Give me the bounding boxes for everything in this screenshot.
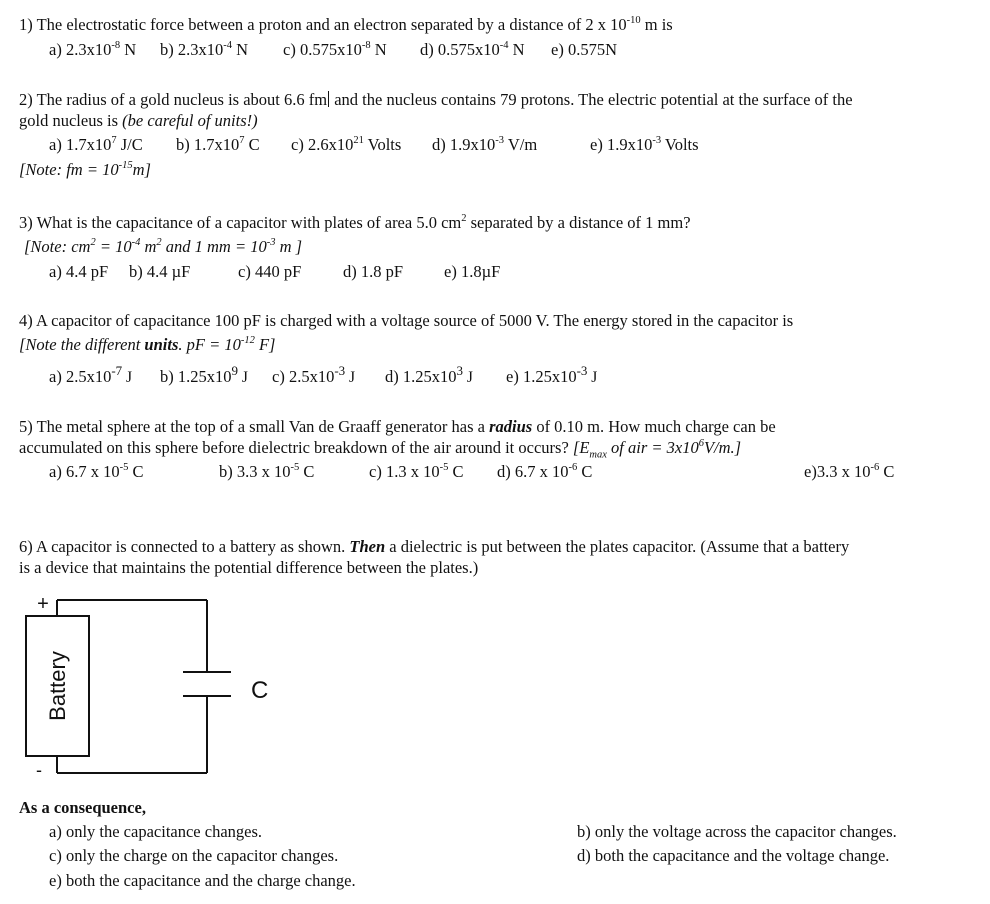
battery-minus-sign: - [36,760,42,780]
text-cursor [328,91,329,107]
q5-stem-line1: 5) The metal sphere at the top of a small Van de Graaff generator has a radius of 0.10 m. How much charge can be [19,417,776,436]
q1-stem: 1) The electrostatic force between a proton and an electron separated by a distance of 2 x $10^{-10}$ m is [19,14,673,34]
q3-note: [Note: $cm^2 = 10^{-4}$ $m^2$ and 1 mm = $10^{-3}$ m ] [24,236,303,256]
q5-stem-line2: accumulated on this sphere before dielectric breakdown of the air around it occurs? [$E_{max}$ of air = $3x10^6V/m$.] [19,437,742,461]
q6-option-a: a) only the capacitance changes. [49,822,263,841]
q5-option-d: d) 6.7 x $10^{-6}$ C [497,461,593,481]
q6-stem-line1: 6) A capacitor is connected to a battery as shown. Then a dielectric is put between the plates capacitor. (Assume that a battery [19,537,850,556]
q1-option-d: d) $0.575x10^{-4}$ N [420,39,525,59]
q3-option-b: b) 4.4 µF [129,262,191,281]
q2-option-d: d) $1.9x10^{-3}$ V/m [432,134,538,154]
battery-plus-sign: + [37,593,49,615]
q3-option-c: c) 440 pF [238,262,302,281]
q5-option-a: a) 6.7 x $10^{-5}$ C [49,461,144,481]
q4-option-b: b) $1.25x10^9$ J [160,362,248,386]
q2-option-c: c) $2.6x10^{21}$ Volts [291,134,402,154]
battery-label: Battery [45,651,70,721]
capacitor-label: C [251,677,269,704]
q5-option-c: c) 1.3 x $10^{-5}$ C [369,461,464,481]
q2-option-a: a) $1.7x10^7$ J/C [49,134,143,154]
q3-option-d: d) 1.8 pF [343,262,404,281]
q2-note: [Note: fm = $10^{-15}m$] [19,159,151,179]
q2-stem-line2: gold nucleus is (be careful of units!) [19,111,258,130]
q4-option-a: a) $2.5x10^{-7}$ J [49,362,133,386]
q6-consequence: As a consequence, [19,798,146,817]
q1-option-a: a) $2.3x10^{-8}$ N [49,39,137,59]
q6-stem-line2: is a device that maintains the potential difference between the plates.) [19,558,479,577]
q6-option-b: b) only the voltage across the capacitor changes. [577,822,897,841]
q3-stem: 3) What is the capacitance of a capacitor with plates of area 5.0 $cm^2$ separated by a distance of 1 mm? [19,212,691,232]
q6-option-d: d) both the capacitance and the voltage change. [577,846,890,865]
q5-option-e: e)3.3 x $10^{-6}$ C [804,461,895,481]
q4-option-d: d) $1.25x10^3$ J [385,362,473,386]
q1-option-e: e) 0.575N [551,40,617,59]
q1-option-b: b) $2.3x10^{-4}$ N [160,39,249,59]
q3-option-a: a) 4.4 pF [49,262,109,281]
q6-option-e: e) both the capacitance and the charge change. [49,871,356,890]
q4-option-c: c) $2.5x10^{-3}$ J [272,362,356,386]
q2-stem-line1: 2) The radius of a gold nucleus is about 6.6 fm and the nucleus contains 79 protons. The electric potential at the surface of the [19,90,853,109]
circuit-diagram [15,590,295,790]
q4-stem: 4) A capacitor of capacitance 100 pF is charged with a voltage source of 5000 V. The energy stored in the capacitor is [19,311,794,330]
q1-option-c: c) $0.575x10^{-8}$ N [283,39,387,59]
q6-option-c: c) only the charge on the capacitor changes. [49,846,339,865]
q3-option-e: e) 1.8µF [444,262,501,281]
q4-option-e: e) $1.25x10^{-3}$ J [506,362,598,386]
q2-option-e: e) $1.9x10^{-3}$ Volts [590,134,699,154]
q2-option-b: b) $1.7x10^7$ C [176,134,260,154]
q4-note: [Note the different units. pF = $10^{-12}$ F] [19,334,276,354]
q5-option-b: b) 3.3 x $10^{-5}$ C [219,461,315,481]
